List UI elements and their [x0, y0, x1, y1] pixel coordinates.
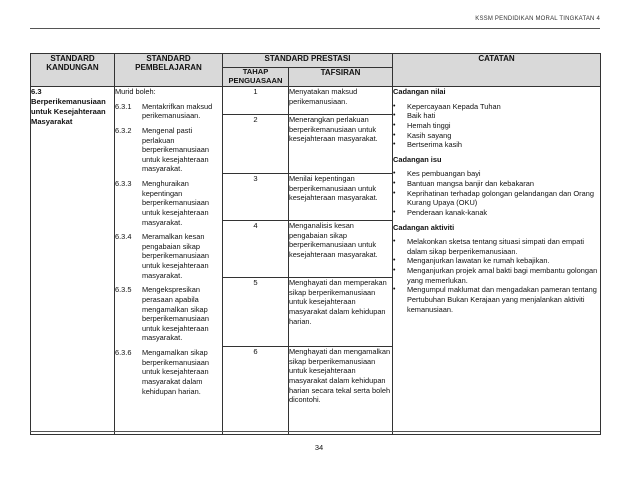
bullet-icon: • [393, 257, 396, 265]
tahap-level: 1 [223, 87, 289, 115]
catatan-cell [393, 87, 601, 435]
bullet-icon: • [393, 121, 396, 129]
learning-standard-number: 6.3.1 [115, 101, 132, 111]
bullet-icon: • [393, 180, 396, 187]
curriculum-table [30, 53, 601, 435]
learning-standard-text: Mengekspresikan perasaan apabila mengamalkan sikap berperikemanusiaan untuk kesejahteraan masyarakat. [142, 285, 209, 343]
pembelajaran-intro: Murid boleh: [115, 87, 156, 96]
cadangan-nilai-heading: Cadangan nilai [393, 87, 446, 96]
learning-standard-item [115, 232, 222, 280]
header-tahap-penguasaan: TAHAP PENGUASAAN [223, 68, 289, 87]
bullet-icon: • [393, 286, 396, 294]
cadangan-isu-list [393, 169, 600, 217]
header-standard-kandungan: STANDARD KANDUNGAN [31, 54, 115, 87]
tahap-level: 4 [223, 221, 289, 278]
cadangan-nilai-list [393, 102, 600, 150]
learning-standard-item [115, 102, 222, 121]
learning-standard-text: Mentakrifkan maksud perikemanusiaan. [142, 101, 213, 121]
tafsiran-text: Menghayati dan mengamalkan sikap berperikemanusiaan untuk kesejahteraan masyarakat dalam kehidupan harian secara tekal serta boleh dicontohi. [289, 347, 393, 435]
learning-standard-text: Mengamalkan sikap berperikemanusiaan untuk kesejahteraan masyarakat dalam kehidupan harian. [142, 348, 209, 396]
list-item: • Kasih sayang [393, 130, 452, 140]
learning-standard-number: 6.3.6 [115, 348, 132, 357]
list-item: • Mengumpul maklumat dan mengadakan pameran tentang Pertubuhan Bukan Kerajaan yang menjalankan aktiviti kemanusiaan. [393, 285, 597, 314]
header-standard-prestasi: STANDARD PRESTASI [223, 54, 393, 68]
tafsiran-text: Menerangkan perlakuan berperikemanusiaan untuk kesejahteraan masyarakat. [289, 115, 393, 174]
learning-standard-item [115, 126, 222, 174]
footer-rule [30, 431, 600, 432]
bullet-icon: • [393, 141, 396, 149]
list-item: • Bertserima kasih [393, 140, 463, 150]
bullet-icon: • [393, 189, 396, 197]
cadangan-isu-heading: Cadangan isu [393, 154, 442, 164]
list-item: • Kes pembuangan bayi [393, 169, 481, 179]
learning-standard-number: 6.3.3 [115, 179, 132, 188]
tafsiran-text: Menghayati dan memperakan sikap berperikemanusiaan untuk kesejahteraan masyarakat dalam kehidupan harian. [289, 278, 393, 347]
bullet-icon: • [393, 170, 396, 178]
list-item: • Baik hati [393, 111, 436, 121]
header-catatan: CATATAN [393, 54, 601, 87]
list-item: • Penderaan kanak-kanak [393, 207, 488, 217]
tafsiran-text: Menilai kepentingan berperikemanusiaan untuk kesejahteraan masyarakat. [289, 174, 393, 221]
running-header: KSSM PENDIDIKAN MORAL TINGKATAN 4 [475, 16, 600, 22]
learning-standard-number: 6.3.2 [115, 125, 132, 135]
learning-standard-number: 6.3.4 [115, 232, 132, 242]
list-item: • Kepercayaan Kepada Tuhan [393, 101, 501, 111]
learning-standard-item [115, 348, 222, 396]
tahap-level: 3 [223, 174, 289, 221]
learning-standard-text: Menghuraikan kepentingan berperikemanusiaan untuk kesejahteraan masyarakat. [142, 179, 209, 227]
list-item: • Hemah tinggi [393, 120, 451, 130]
cadangan-aktiviti-heading: Cadangan aktiviti [393, 222, 455, 232]
bullet-icon: • [393, 267, 396, 274]
tahap-level: 6 [223, 347, 289, 435]
learning-standard-text: Meramalkan kesan pengabaian sikap berperikemanusiaan untuk kesejahteraan masyarakat. [142, 232, 209, 280]
header-standard-pembelajaran: STANDARD PEMBELAJARAN [115, 54, 223, 87]
header-tafsiran: TAFSIRAN [289, 68, 393, 87]
tafsiran-text: Menganalisis kesan pengabaian sikap berperikemanusiaan untuk kesejahteraan masyarakat. [289, 221, 393, 278]
tahap-level: 5 [223, 278, 289, 347]
learning-standard-item [115, 179, 222, 227]
bullet-icon: • [393, 102, 396, 110]
list-item: • Menganjurkan lawatan ke rumah kebajikan. [393, 256, 550, 266]
standard-kandungan-cell [31, 87, 115, 435]
header-rule [30, 28, 600, 29]
bullet-icon: • [393, 208, 396, 216]
kandungan-code: 6.3 [31, 87, 42, 96]
learning-standard-text: Mengenal pasti perlakuan berperikemanusiaan untuk kesejahteraan masyarakat. [142, 125, 209, 174]
tafsiran-text: Menyatakan maksud perikemanusiaan. [289, 87, 393, 115]
list-item: • Bantuan mangsa banjir dan kebakaran [393, 179, 534, 188]
cadangan-aktiviti-list [393, 237, 600, 314]
list-item: • Menganjurkan projek amal bakti bagi membantu golongan yang memerlukan. [393, 266, 598, 285]
learning-standard-item [115, 285, 222, 343]
bullet-icon: • [393, 131, 396, 139]
page-number: 34 [314, 443, 324, 452]
kandungan-title: Berperikemanusiaan untuk Kesejahteraan Masyarakat [31, 96, 106, 126]
standard-pembelajaran-cell [115, 87, 223, 435]
learning-standard-number: 6.3.5 [115, 285, 132, 295]
bullet-icon: • [393, 238, 396, 246]
tahap-level: 2 [223, 115, 289, 174]
list-item: • Keprihatinan terhadap golongan gelandangan dan Orang Kurang Upaya (OKU) [393, 188, 594, 208]
list-item: • Melakonkan sketsa tentang situasi simpati dan empati dalam sikap berperikemanusiaan. [393, 237, 585, 256]
bullet-icon: • [393, 112, 396, 120]
